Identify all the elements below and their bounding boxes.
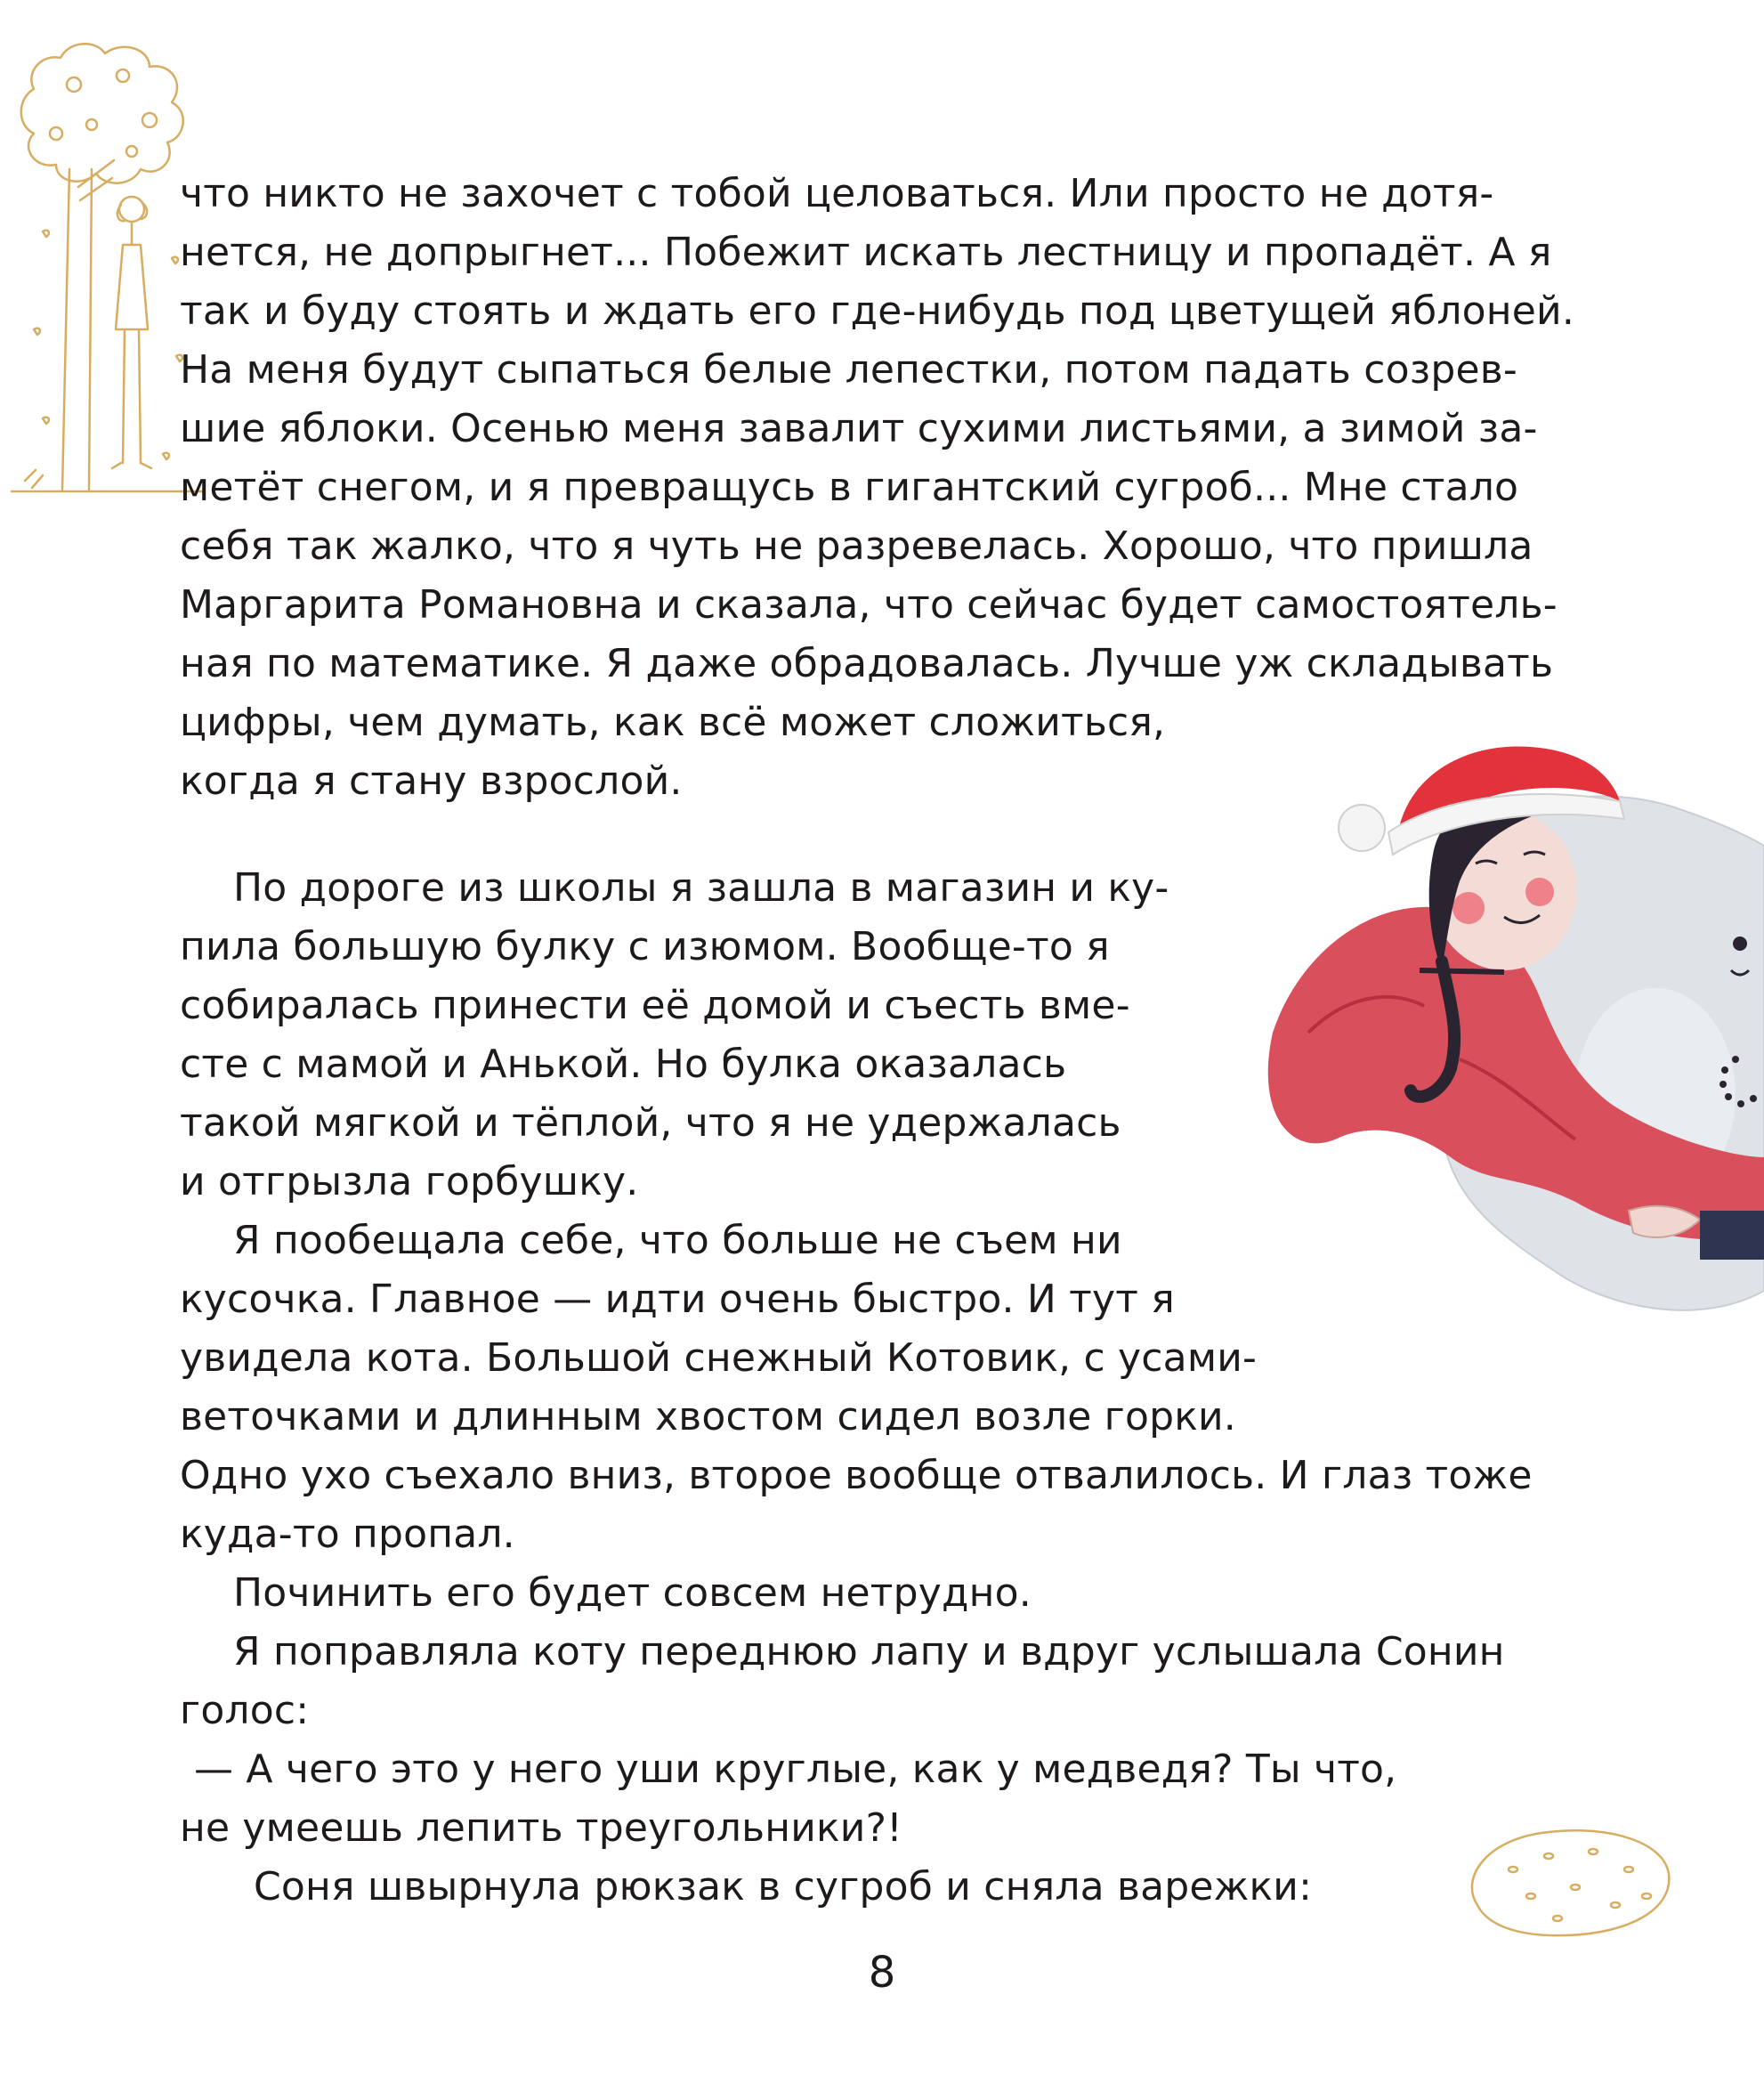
text-line: и отгрызла горбушку. [180,1159,639,1204]
text-line: Починить его будет совсем нетрудно. [233,1570,1032,1616]
page-number: 8 [868,1948,896,1998]
text-line: — А чего это у него уши круглые, как у медведя? Ты что, [194,1747,1397,1792]
text-line: ная по математике. Я даже обрадовалась. Лучше уж складывать [180,641,1554,686]
text-line: такой мягкой и тёплой, что я не удержалась [180,1100,1121,1146]
text-line: себя так жалко, что я чуть не разревелась. Хорошо, что пришла [180,523,1533,569]
text-line: сте с мамой и Анькой. Но булка оказалась [180,1042,1067,1087]
text-line: кусочка. Главное — идти очень быстро. И тут я [180,1277,1175,1322]
raisin-bun-sketch [1451,1816,1682,1950]
text-line: По дороге из школы я зашла в магазин и ку- [233,865,1169,911]
text-line: веточками и длинным хвостом сидел возле горки. [180,1394,1236,1439]
text-line: Я поправляла коту переднюю лапу и вдруг услышала Сонин [233,1629,1505,1674]
text-line: что никто не захочет с тобой целоваться. Или просто не дотя- [180,171,1494,216]
text-line: не умеешь лепить треугольники?! [180,1805,902,1851]
text-line: голос: [180,1688,310,1733]
text-line: собиралась принести её домой и съесть вме- [180,983,1130,1028]
text-line: цифры, чем думать, как всё может сложиться, [180,700,1166,745]
text-line: нется, не допрыгнет... Побежит искать лестницу и пропадёт. А я [180,230,1552,275]
text-line: куда-то пропал. [180,1512,515,1557]
text-line: Соня швырнула рюкзак в сугроб и сняла варежки: [254,1864,1313,1909]
text-line: Маргарита Романовна и сказала, что сейчас будет самостоятель- [180,582,1558,628]
text-line: Одно ухо съехало вниз, второе вообще отвалилось. И глаз тоже [180,1453,1533,1498]
text-line: так и буду стоять и ждать его где-нибудь под цветущей яблоней. [180,288,1575,334]
text-line: Я пообещала себе, что больше не съем ни [233,1218,1122,1263]
text-line: метёт снегом, и я превращусь в гигантский сугроб... Мне стало [180,465,1519,510]
girl-hugging-snow-bear [1237,739,1764,1362]
text-line: На меня будут сыпаться белые лепестки, потом падать созрев- [180,347,1517,393]
text-line: пила большую булку с изюмом. Вообще-то я [180,924,1110,969]
text-line: шие яблоки. Осенью меня завалит сухими листьями, а зимой за- [180,406,1538,451]
text-line: когда я стану взрослой. [180,758,683,804]
text-line: увидела кота. Большой снежный Котовик, с усами- [180,1335,1258,1381]
